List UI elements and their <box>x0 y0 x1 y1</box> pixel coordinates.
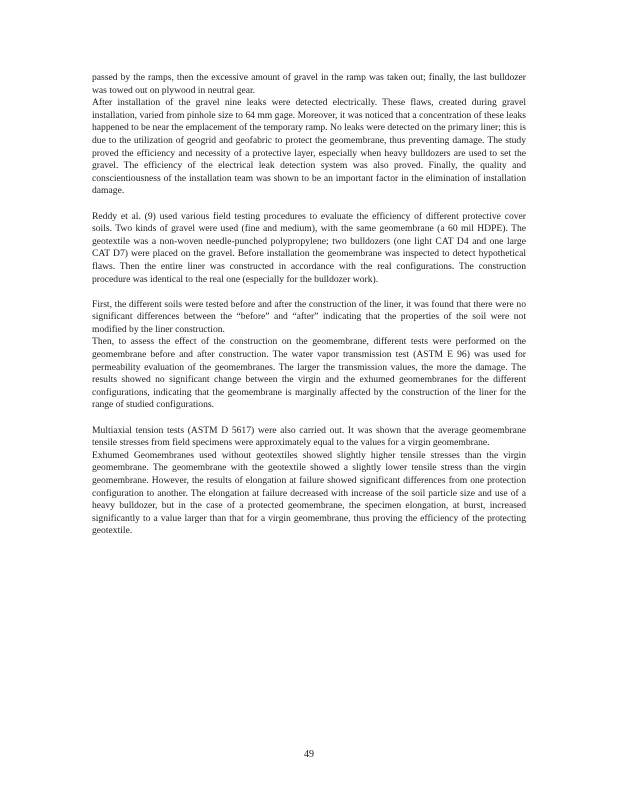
paragraph-reddy-study: Reddy et al. (9) used various field testing procedures to evaluate the efficiency of different protective cover soils. Two kinds of gravel were used (fine and medium), with the same geomembrane (a 60 mil HDPE). The geotextile was a non-woven needle-punched polypropylene; two bulldozers (one light CAT D4 and one large CAT D7) were placed on the gravel. Before installation the geomembrane was inspected to detect hypothetical flaws. Then the entire liner was constructed in accordance with the real configurations. The construction procedure was identical to the real one (especially for the bulldozer work). <box>92 210 526 285</box>
paragraph-exhumed-geomembranes: Exhumed Geomembranes used without geotextiles showed slightly higher tensile stresses than the virgin geomembrane. The geomembrane with the geotextile showed a slightly lower tensile stress than the virgin geomembrane. However, the results of elongation at failure showed significant differences from one protection configuration to another. The elongation at failure decreased with increase of the soil particle size and use of a heavy bulldozer, but in the case of a protected geomembrane, the specimen elongation, at burst, increased significantly to a value larger than that for a virgin geomembrane, thus proving the efficiency of the protecting geotextile. <box>92 449 526 537</box>
paragraph-gap <box>92 286 526 299</box>
page-number: 49 <box>304 749 314 760</box>
paragraph-multiaxial-tests: Multiaxial tension tests (ASTM D 5617) were also carried out. It was shown that the average geomembrane tensile stresses from field specimens were approximately equal to the values for a virgin geomembrane. <box>92 424 526 449</box>
paragraph-transmission-test: Then, to assess the effect of the construction on the geomembrane, different tests were performed on the geomembrane before and after construction. The water vapor transmission test (ASTM E 96) was used for permeability evaluation of the geomembranes. The larger the transmission values, the more the damage. The results showed no significant change between the virgin and the exhumed geomembranes for the different configurations, indicating that the geomembrane is marginally affected by the construction of the liner for the range of studied configurations. <box>92 336 526 411</box>
paragraph-bulldozer-towing: passed by the ramps, then the excessive amount of gravel in the ramp was taken out; finally, the last bulldozer was towed out on plywood in neutral gear. <box>92 72 526 96</box>
paragraph-soil-tests: First, the different soils were tested before and after the construction of the liner, it was found that there were no significant differences between the “before” and “after” indicating that the properties of the soil were not modified by the liner construction. <box>92 298 526 335</box>
document-body <box>92 72 526 538</box>
paragraph-gap <box>92 412 526 425</box>
paragraph-leak-detection: After installation of the gravel nine leaks were detected electrically. These flaws, created during gravel installation, varied from pinhole size to 64 mm gage. Moreover, it was noticed that a concentration of these leaks happened to be near the emplacement of the temporary ramp. No leaks were detected on the primary liner; this is due to the utilization of geogrid and geofabric to protect the geomembrane, thus preventing damage. The study proved the efficiency and necessity of a protective layer, especially when heavy bulldozers are used to set the gravel. The efficiency of the electrical leak detection system was also proved. Finally, the quality and conscientiousness of the installation team was shown to be an important factor in the elimination of installation damage. <box>92 97 526 197</box>
paragraph-gap <box>92 198 526 211</box>
